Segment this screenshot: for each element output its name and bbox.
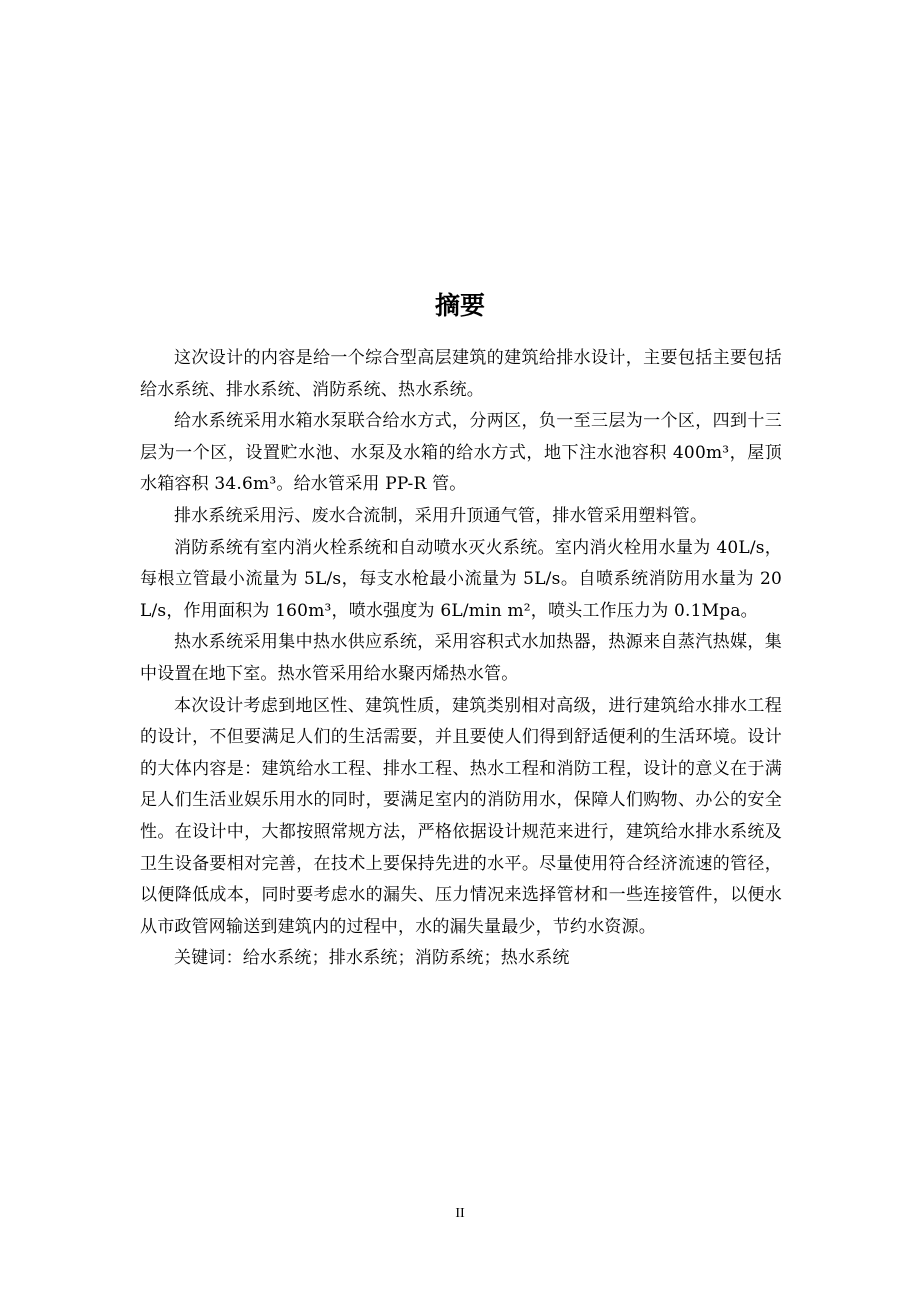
abstract-paragraph: 热水系统采用集中热水供应系统，采用容积式水加热器，热源来自蒸汽热媒，集中设置在地下室。热水管采用给水聚丙烯热水管。 <box>140 632 782 684</box>
page-number: II <box>455 1206 465 1221</box>
abstract-paragraph: 消防系统有室内消火栓系统和自动喷水灭火系统。室内消火栓用水量为 40L/s，每根立管最小流量为 5L/s，每支水枪最小流量为 5L/s。自喷系统消防用水量为 20 L/s，作用面积为 160m³，喷水强度为 6L/min m²，喷头工作压力为 0.1Mpa。 <box>140 537 782 621</box>
page-title: 摘要 <box>434 291 485 320</box>
abstract-paragraph: 给水系统采用水箱水泵联合给水方式，分两区，负一至三层为一个区，四到十三层为一个区，设置贮水池、水泵及水箱的给水方式，地下注水池容积 400m³，屋顶水箱容积 34.6m³。给水管采用 PP-R 管。 <box>140 411 782 495</box>
abstract-paragraph: 排水系统采用污、废水合流制，采用升顶通气管，排水管采用塑料管。 <box>174 505 708 526</box>
abstract-body <box>140 343 782 975</box>
abstract-paragraph: 这次设计的内容是给一个综合型高层建筑的建筑给排水设计，主要包括主要包括给水系统、排水系统、消防系统、热水系统。 <box>140 348 782 400</box>
keywords-line: 关键词：给水系统；排水系统；消防系统；热水系统 <box>174 948 570 969</box>
abstract-paragraph: 本次设计考虑到地区性、建筑性质，建筑类别相对高级，进行建筑给水排水工程的设计，不但要满足人们的生活需要，并且要使人们得到舒适便利的生活环境。设计的大体内容是：建筑给水工程、排水工程、热水工程和消防工程，设计的意义在于满足人们生活业娱乐用水的同时，要满足室内的消防用水，保障人们购物、办公的安全性。在设计中，大都按照常规方法，严格依据设计规范来进行，建筑给水排水系统及卫生设备要相对完善，在技术上要保持先进的水平。尽量使用符合经济流速的管径，以便降低成本，同时要考虑水的漏失、压力情况来选择管材和一些连接管件，以便水从市政管网输送到建筑内的过程中，水的漏失量最少，节约水资源。 <box>140 695 782 937</box>
